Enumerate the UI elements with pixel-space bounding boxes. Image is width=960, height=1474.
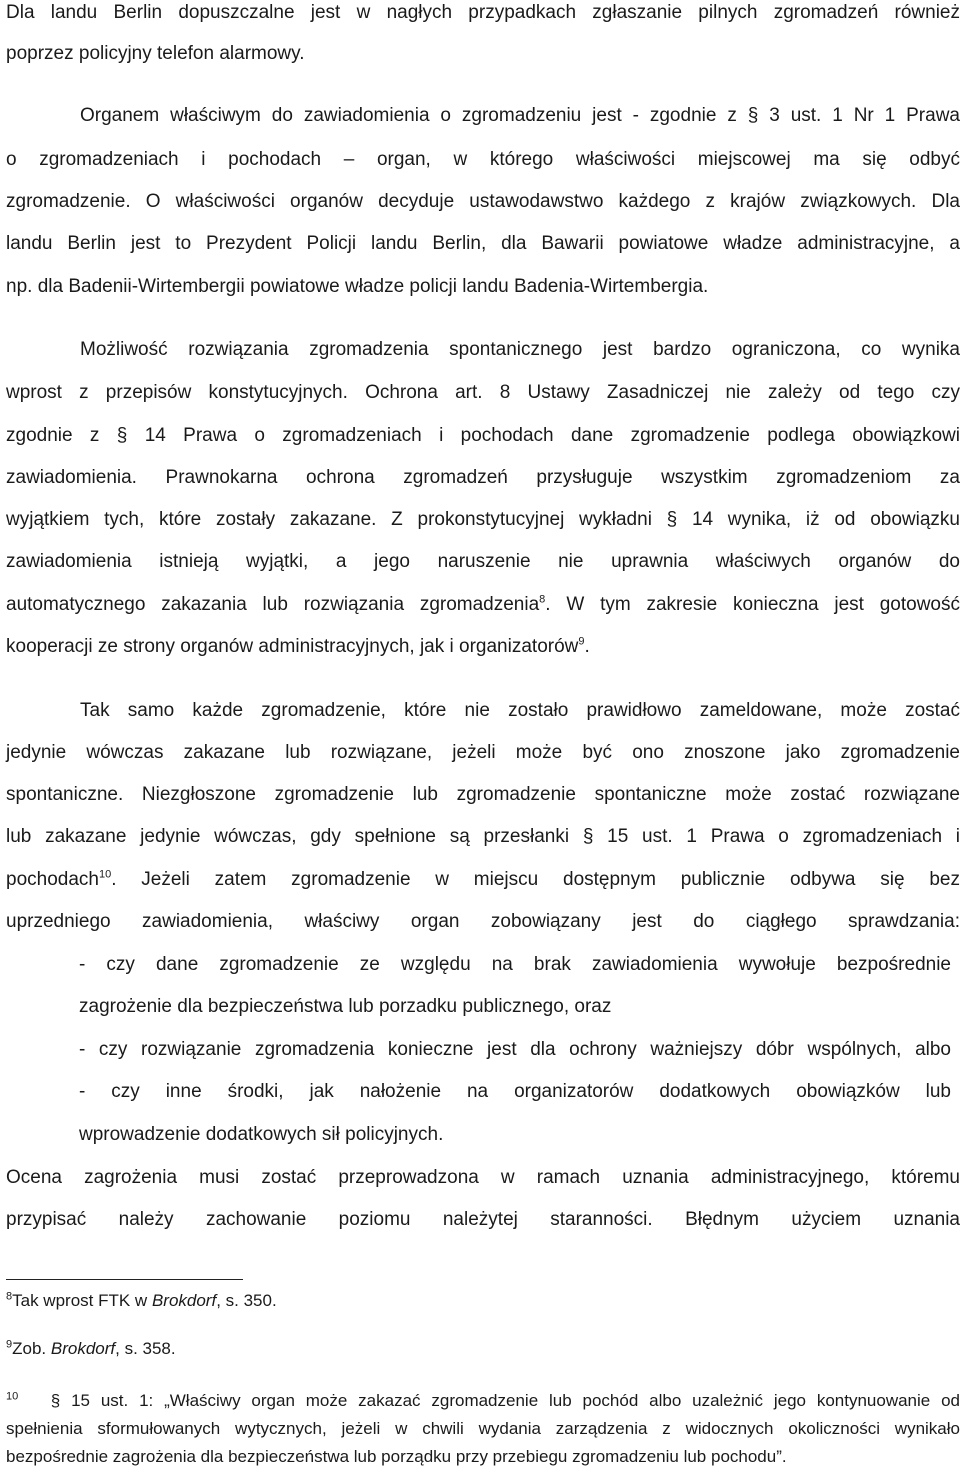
list-item: - czy rozwiązanie zgromadzenia konieczne jest dla ochrony ważniejszy dóbr wspólnych, albo xyxy=(79,1039,951,1060)
text-line: uprzedniego zawiadomienia, właściwy organ zobowiązany jest do ciągłego sprawdzania: xyxy=(6,911,960,932)
text-line: Dla landu Berlin dopuszczalne jest w nagłych przypadkach zgłaszanie pilnych zgromadzeń również xyxy=(6,2,960,23)
footnote-ref-8[interactable]: 8 xyxy=(539,593,546,606)
text-line: poprzez policyjny telefon alarmowy. xyxy=(6,43,305,64)
text-line: zgodnie z § 14 Prawa o zgromadzeniach i pochodach dane zgromadzenie podlega obowiązkowi xyxy=(6,425,960,446)
text-line: Tak samo każde zgromadzenie, które nie zostało prawidłowo zameldowane, może zostać xyxy=(80,700,960,721)
list-item-continuation: wprowadzenie dodatkowych sił policyjnych. xyxy=(79,1124,444,1145)
footnote-ref-9[interactable]: 9 xyxy=(578,635,585,648)
list-item: - czy inne środki, jak nałożenie na organizatorów dodatkowych obowiązków lub xyxy=(79,1081,951,1102)
text-line: Organem właściwym do zawiadomienia o zgromadzeniu jest - zgodnie z § 3 ust. 1 Nr 1 Prawa xyxy=(80,105,960,126)
text-line: wprost z przepisów konstytucyjnych. Ochrona art. 8 Ustawy Zasadniczej nie zależy od tego czy xyxy=(6,382,960,403)
text-line: automatycznego zakazania lub rozwiązania zgromadzenia$^8$. W tym zakresie konieczna jest gotowość xyxy=(6,593,960,615)
text-line: zawiadomienia. Prawnokarna ochrona zgromadzeń przysługuje wszystkim zgromadzeniom za xyxy=(6,467,960,488)
text-line: wyjątkiem tych, które zostały zakazane. Z prokonstytucyjnej wykładni § 14 wynika, iż od obowiązku xyxy=(6,509,960,530)
list-item-continuation: zagrożenie dla bezpieczeństwa lub porzadku publicznego, oraz xyxy=(79,996,612,1017)
text-line: Ocena zagrożenia musi zostać przeprowadzona w ramach uznania administracyjnego, któremu xyxy=(6,1167,960,1188)
text-line: np. dla Badenii-Wirtembergii powiatowe władze policji landu Badenia-Wirtembergia. xyxy=(6,276,709,297)
text-line: kooperacji ze strony organów administracyjnych, jak i organizatorów$^9$. xyxy=(6,635,590,657)
footnote-10-line: spełnienia sformułowanych wytycznych, jeżeli w chwili wydania zarządzenia z widocznych okoliczności wynikało xyxy=(6,1419,960,1438)
list-item: - czy dane zgromadzenie ze względu na brak zawiadomienia wywołuje bezpośrednie xyxy=(79,954,951,975)
text-line: Możliwość rozwiązania zgromadzenia spontanicznego jest bardzo ograniczona, co wynika xyxy=(80,339,960,360)
footnote-10: $^{10}$ § 15 ust. 1: „Właściwy organ może zakazać zgromadzenie lub pochód albo uzależnić jego kontynuowanie od xyxy=(6,1390,960,1410)
footnote-9: $^9$Zob. Brokdorf, s. 358. xyxy=(6,1338,176,1358)
text-line: zawiadomienia istnieją wyjątki, a jego naruszenie nie uprawnia właściwych organów do xyxy=(6,551,960,572)
footnote-separator xyxy=(6,1279,243,1280)
text-line: landu Berlin jest to Prezydent Policji landu Berlin, dla Bawarii powiatowe władze administracyjne, a xyxy=(6,233,960,254)
text-line: przypisać należy zachowanie poziomu należytej staranności. Błędnym użyciem uznania xyxy=(6,1209,960,1230)
text-line: zgromadzenie. O właściwości organów decyduje ustawodawstwo każdego z krajów związkowych. Dla xyxy=(6,191,960,212)
text-line: lub zakazane jedynie wówczas, gdy spełnione są przesłanki § 15 ust. 1 Prawa o zgromadzeniach i xyxy=(6,826,960,847)
text-line: jedynie wówczas zakazane lub rozwiązane, jeżeli może być ono znoszone jako zgromadzenie xyxy=(6,742,960,763)
footnote-ref-10[interactable]: 10 xyxy=(98,868,112,881)
text-line: o zgromadzeniach i pochodach – organ, w którego właściwości miejscowej ma się odbyć xyxy=(6,149,960,170)
footnote-8: $^8$Tak wprost FTK w Brokdorf, s. 350. xyxy=(6,1290,277,1310)
text-line: pochodach$^{10}$. Jeżeli zatem zgromadzenie w miejscu dostępnym publicznie odbywa się bez xyxy=(6,868,960,890)
text-line: spontaniczne. Niezgłoszone zgromadzenie lub zgromadzenie spontaniczne może zostać rozwiązane xyxy=(6,784,960,805)
footnote-10-line: bezpośrednie zagrożenia dla bezpieczeństwa lub porządku przy przebiegu zgromadzeniu lub pochodu”. xyxy=(6,1447,787,1466)
